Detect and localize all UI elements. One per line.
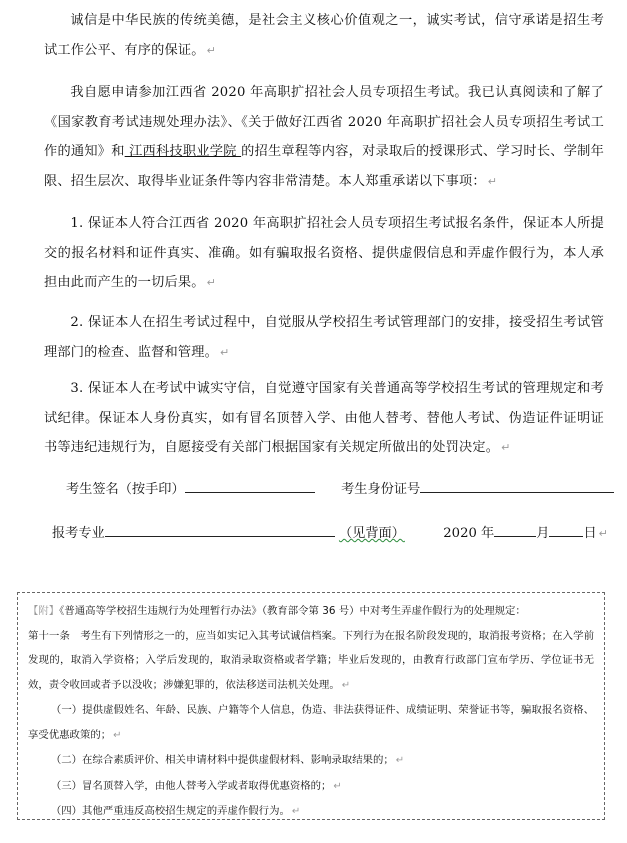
signature-row [66,478,614,497]
note-item-3: （三）冒名顶替入学，由他人替考入学或者取得优惠资格的； ↵ [50,779,342,792]
id-number-blank[interactable] [420,478,614,493]
sign-label: 考生签名（按手印） [66,482,185,497]
paragraph-mark-icon: ↵ [220,345,230,359]
month-label: 月 [536,526,550,541]
paragraph-mark-icon: ↵ [206,276,217,289]
paragraph-mark-icon: ↵ [341,679,351,691]
pledge-paragraph-application: 我自愿申请参加江西省 2020 年高职扩招社会人员专项招生考试。我已认真阅读和了解了《国家教育考试违规处理办法》、《关于做好江西省 2020 年高职扩招社会人员专项招生考试工作的通知》和 江西科技职业学院 的招生章程等内容，对录取后的授课形式、学习时长、学制年限、招生层次、取得毕业证条件等内容非常清楚。本人郑重承诺以下事项： ↵ [44,85,604,189]
see-back-note: （见背面） [338,526,405,541]
regulation-note-box [17,592,605,820]
month-blank[interactable] [494,522,536,537]
year-label: 2020 年 [443,526,495,541]
pledge-item-2: 2. 保证本人在招生考试过程中，自觉服从学校招生考试管理部门的安排，接受招生考试管理部门的检查、监督和管理。 ↵ [44,315,604,360]
paragraph-mark-icon: ↵ [333,780,342,792]
signature-blank[interactable] [185,478,315,493]
day-blank[interactable] [549,522,583,537]
paragraph-mark-icon: ↵ [487,174,498,188]
major-label: 报考专业 [52,526,105,541]
note-item-1: （一）提供虚假姓名、年龄、民族、户籍等个人信息，伪造、非法获得证件、成绩证明、荣誉证书等，骗取报名资格、享受优惠政策的； ↵ [28,704,594,741]
note-article: 第十一条 考生有下列情形之一的，应当如实记入其考试诚信档案。下列行为在报名阶段发现的，取消报考资格；在入学前发现的，取消入学资格；入学后发现的，取消录取资格或者学籍；毕业后发现的，由教育行政部门宣布学历、学位证书无效，责令收回或者予以没收；涉嫌犯罪的，依法移送司法机关处理。 ↵ [28,629,594,691]
pledge-item-1: 1. 保证本人符合江西省 2020 年高职扩招社会人员专项招生考试报名条件，保证本人所提交的报名材料和证件真实、准确。如有骗取报名资格、提供虚假信息和弄虚作假行为，本人承担由此而产生的一切后果。 ↵ [44,216,604,290]
id-number-label: 考生身份证号 [341,482,421,497]
paragraph-mark-icon: ↵ [598,527,608,540]
note-item-2: （二）在综合素质评价、相关申请材料中提供虚假材料、影响录取结果的； ↵ [50,754,405,766]
day-label: 日 [583,526,597,541]
major-blank[interactable] [105,522,335,537]
note-intro: 【附】《普通高等学校招生违规行为处理暂行办法》（教育部令第 36 号）中对考生弄虚作假行为的处理规定： [28,605,526,617]
pledge-paragraph-intro: 诚信是中华民族的传统美德，是社会主义核心价值观之一，诚实考试，信守承诺是招生考试工作公平、有序的保证。 ↵ [44,13,604,58]
pledge-item-3: 3. 保证本人在考试中诚实守信，自觉遵守国家有关普通高等学校招生考试的管理规定和考试纪律。保证本人身份真实，如有冒名顶替入学、由他人替考、替他人考试、伪造证件证明证书等违纪违规行为，自愿接受有关部门根据国家有关规定所做出的处罚决定。 ↵ [44,381,604,455]
paragraph-mark-icon: ↵ [206,43,217,57]
paragraph-mark-icon: ↵ [291,806,301,817]
note-item-4: （四）其他严重违反高校招生规定的弄虚作假行为。 ↵ [50,805,301,817]
school-name: 江西科技职业学院 [124,144,242,159]
major-date-row [52,522,608,541]
paragraph-mark-icon: ↵ [395,755,405,766]
note-tag: 【附】 [28,605,60,617]
paragraph-mark-icon: ↵ [501,441,511,454]
paragraph-mark-icon: ↵ [113,729,122,741]
